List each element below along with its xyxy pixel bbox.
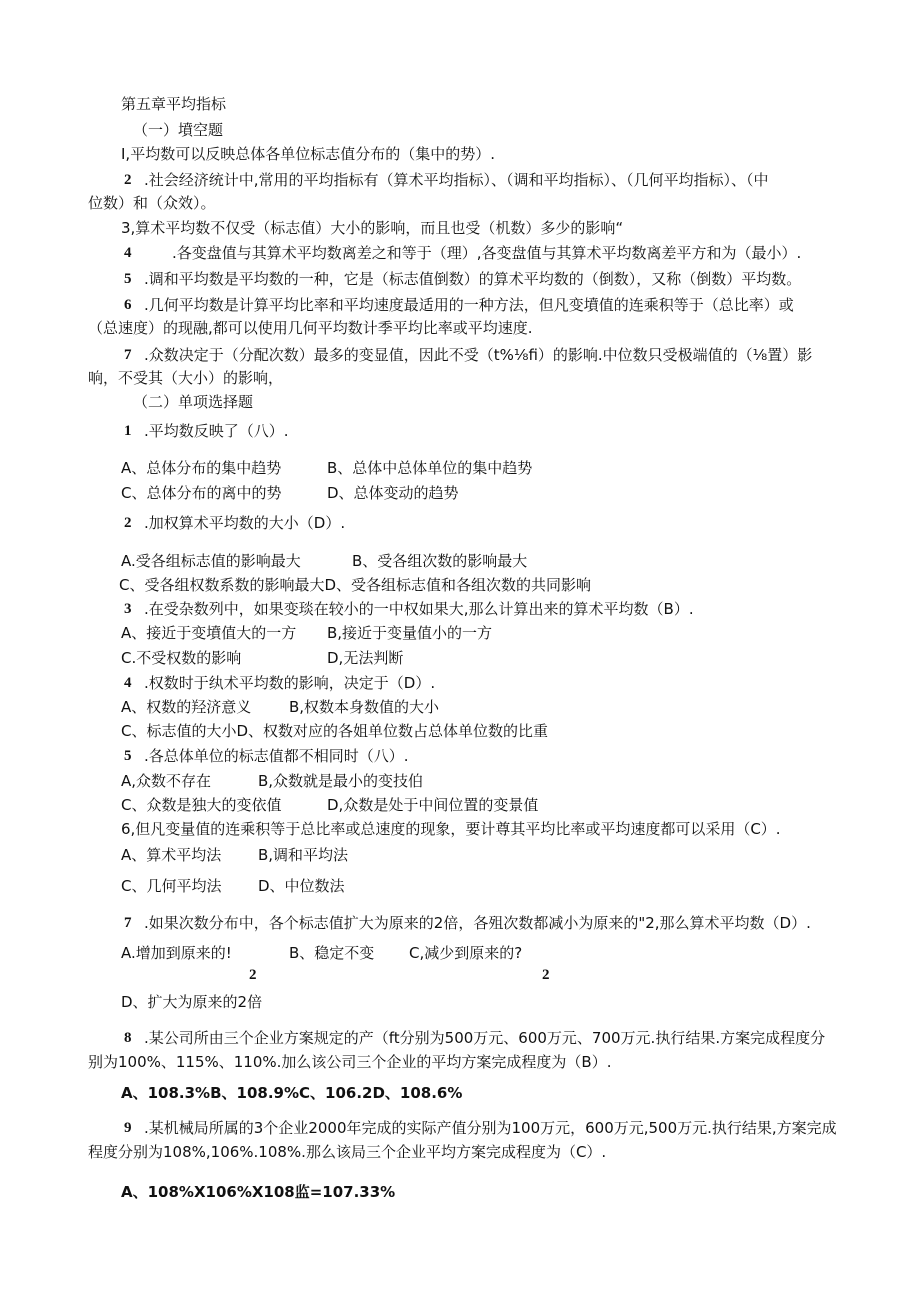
choice-6-option-c: C、几何平均法 [121,877,222,895]
choice-9-number: 9 [124,1120,132,1136]
choice-8-stem-line2: 别为100%、115%、110%.加么该公司三个企业的平均方案完成程度为（B）. [88,1053,612,1071]
choice-5-option-c: C、众数是独大的变依值 [121,796,282,814]
fill-question-3: 3,算术平均数不仅受（标志值）大小的影响，而且也受（机数）多少的影响“ [121,219,624,237]
choice-7-option-a-denominator: 2 [249,967,257,983]
choice-9-stem-line1: .某机械局所属的3个企业2000年完成的实际产值分别为100万元，600万元,500万元.执行结果,方案完成 [144,1119,837,1137]
choice-6-stem: 6,但凡变量值的连乘积等于总比率或总速度的现象，要计尊其平均比率或平均速度都可以采用（C）. [121,820,781,838]
choice-9-option-a: A、108%X106%X108监=107.33% [121,1183,396,1201]
choice-7-stem: .如果次数分布中，各个标志值扩大为原来的2倍，各殂次数都减小为原来的"2,那么算术平均数（D）. [144,914,811,932]
fill-question-6-line2: （总速度）的现融,都可以使用几何平均数计季平均比率或平均速度. [88,319,533,337]
choice-3-option-a: A、接近于变墳值大的一方 [121,624,297,642]
choice-8-number: 8 [124,1030,132,1046]
fill-question-2-line1: .社会经济统计中,常用的平均指标有（算术平均指标）、（调和平均指标）、（几何平均指标）、（中 [144,171,769,189]
fill-question-5-number: 5 [124,271,132,287]
choice-8-options: A、108.3%B、108.9%C、106.2D、108.6% [121,1084,463,1102]
choice-2-stem: .加权算术平均数的大小（D）. [144,514,346,532]
fill-question-2-number: 2 [124,172,132,188]
fill-question-2-line2: 位数）和（众效）。 [88,194,216,212]
choice-7-option-c-denominator: 2 [542,967,550,983]
fill-question-4: .各变盘值与其算术平均数离差之和等于（理）,各变盘值与其算术平均数离差平方和为（最小）. [172,244,802,262]
fill-question-7-line1: .众数决定于（分配次数）最多的变显值，因此不受（t%⅛fi）的影响.中位数只受极端值的（⅛置）影 [144,346,813,364]
choice-6-option-b: B,调和平均法 [258,846,349,864]
section-fill-blank: （一）墳空题 [133,121,224,139]
choice-9-stem-line2: 程度分别为108%,106%.108%.那么该局三个企业平均方案完成程度为（C）. [88,1143,607,1161]
choice-5-option-d: D,众数是处于中间位置的变景值 [327,796,539,814]
choice-1-number: 1 [124,423,132,439]
fill-question-5: .调和平均数是平均数的一种，它是（标志值倒数）的算术平均数的（倒数），又称（倒数）平均数。 [144,270,802,288]
choice-5-stem: .各总体单位的标志值都不相同时（八）. [144,747,409,765]
choice-2-option-a: A.受各组标志值的影响最大 [121,552,301,570]
fill-question-6-number: 6 [124,297,132,313]
choice-4-option-b: B,权数本身数值的大小 [289,698,440,716]
choice-7-option-c: C,减少到原来的? [409,944,523,962]
choice-2-option-b: B、受各组次数的影响最大 [352,552,528,570]
fill-question-7-number: 7 [124,347,132,363]
choice-1-option-b: B、总体中总体单位的集中趋势 [327,459,533,477]
choice-6-option-a: A、算术平均法 [121,846,222,864]
choice-8-stem-line1: .某公司所由三个企业方案规定的产（ft分别为500万元、600万元、700万元.执行结果.方案完成程度分 [144,1029,826,1047]
fill-question-6-line1: .几何平均数是计算平均比率和平均速度最适用的一种方法，但凡变墳值的连乘积等于（总比率）或 [144,296,794,314]
choice-5-number: 5 [124,748,132,764]
choice-4-option-a: A、权数的羟济意义 [121,698,252,716]
fill-question-7-line2: 响，不受其（大小）的影响， [88,369,284,387]
chapter-title: 第五章平均指标 [121,95,227,113]
choice-5-option-b: B,众数就是最小的变技伯 [258,772,424,790]
choice-5-option-a: A,众数不存在 [121,772,212,790]
section-single-choice: （二）单项选择题 [133,393,254,411]
choice-3-option-d: D,无法判断 [327,649,404,667]
fill-question-4-number: 4 [124,245,132,261]
choice-4-number: 4 [124,675,132,691]
choice-3-option-c: C.不受权数的影响 [121,649,242,667]
choice-1-option-c: C、总体分布的离中的势 [121,484,282,502]
choice-1-stem: .平均数反映了（八）. [144,422,289,440]
choice-1-option-a: A、总体分布的集中趋势 [121,459,282,477]
choice-7-option-b: B、稳定不变 [289,944,375,962]
choice-4-stem: .权数时于纨术平均数的影响，决定于（D）. [144,674,436,692]
choice-3-option-b: B,接近于变量值小的一方 [327,624,493,642]
choice-4-option-cd: C、标志值的大小D、权数对应的各姐单位数占总体单位数的比重 [121,722,549,740]
choice-6-option-d: D、中位数法 [258,877,345,895]
fill-question-1: I,平均数可以反映总体各单位标志值分布的（集中的势）. [121,145,495,163]
choice-3-stem: .在受杂数列中，如果变琰在较小的一中权如果大,那么计算出来的算术平均数（B）. [144,600,694,618]
choice-2-number: 2 [124,515,132,531]
choice-7-option-a: A.增加到原来的! [121,944,232,962]
choice-7-option-d: D、扩大为原来的2倍 [121,993,263,1011]
choice-3-number: 3 [124,601,132,617]
choice-1-option-d: D、总体变动的趋势 [327,484,459,502]
choice-7-number: 7 [124,915,132,931]
choice-2-option-cd: C、受各组权数系数的影响最大D、受各组标志值和各组次数的共同影响 [119,576,592,594]
